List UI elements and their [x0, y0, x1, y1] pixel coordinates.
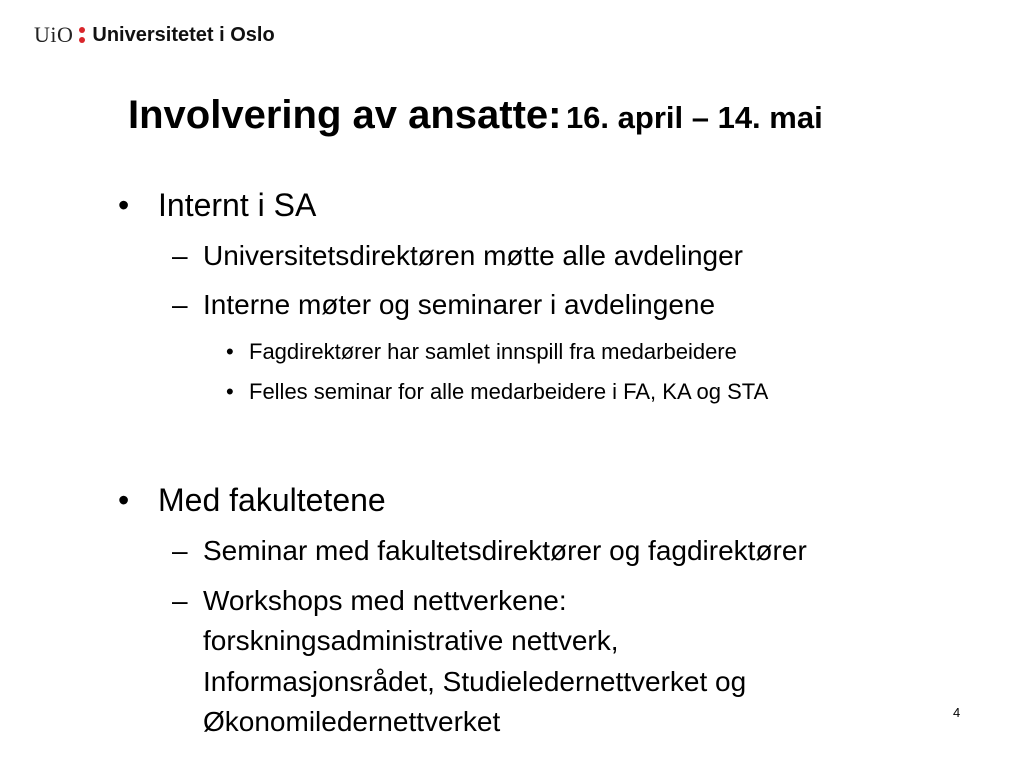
- logo-name: Universitetet i Oslo: [92, 23, 275, 46]
- list-item-line: Informasjonsrådet, Studieledernettverket og: [203, 666, 747, 697]
- sub-list-item: Fagdirektører har samlet innspill fra medarbeidere: [249, 339, 737, 364]
- title-dates: 16. april – 14. mai: [565, 100, 823, 135]
- list-item: Interne møter og seminarer i avdelingene: [203, 289, 716, 320]
- dash-icon: –: [172, 535, 188, 566]
- sub-list-item: Felles seminar for alle medarbeidere i FA, KA og STA: [249, 379, 769, 404]
- dash-icon: –: [172, 585, 188, 616]
- bullet-icon: •: [226, 379, 234, 404]
- section-heading: Med fakultetene: [158, 482, 386, 518]
- page-number: 4: [953, 705, 961, 720]
- title-main: Involvering av ansatte:: [128, 93, 562, 137]
- dash-icon: –: [172, 240, 188, 271]
- section-heading: Internt i SA: [158, 187, 317, 223]
- bullet-icon: •: [226, 339, 234, 364]
- list-item: Seminar med fakultetsdirektører og fagdirektører: [203, 535, 807, 566]
- bullet-icon: •: [118, 187, 130, 223]
- list-item: Universitetsdirektøren møtte alle avdelinger: [203, 240, 743, 271]
- list-item-line: Økonomiledernettverket: [203, 706, 501, 737]
- list-item-line: Workshops med nettverkene:: [203, 585, 567, 616]
- dash-icon: –: [172, 289, 188, 320]
- list-item-line: forskningsadministrative nettverk,: [203, 625, 619, 656]
- logo-short: UiO: [34, 22, 74, 47]
- bullet-icon: •: [118, 482, 130, 518]
